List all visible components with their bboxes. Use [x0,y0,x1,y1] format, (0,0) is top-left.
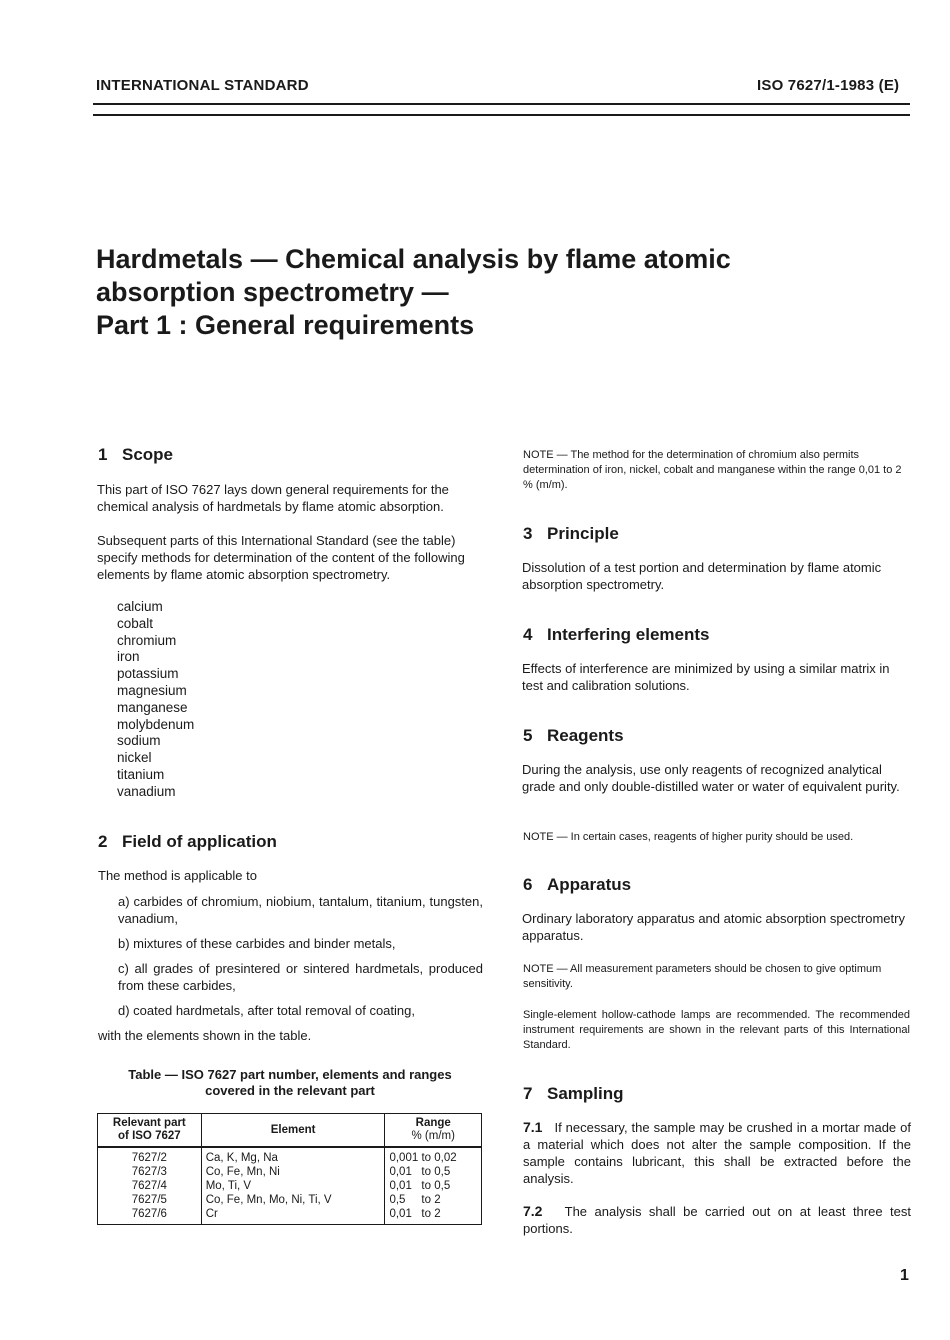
field-item-d: d) coated hardmetals, after total removal of coating, [118,1003,415,1018]
field-intro: The method is applicable to [98,868,257,883]
section-scope-heading [98,445,173,465]
table-caption-line-1: Table — ISO 7627 part number, elements and ranges [128,1067,452,1082]
list-item: magnesium [117,682,187,698]
list-item: manganese [117,699,188,715]
list-item: iron [117,649,140,665]
list-item: potassium [117,666,179,682]
list-item: calcium [117,599,163,614]
apparatus-note: NOTE — All measurement parameters should be chosen to give optimum sensitivity. [523,963,882,990]
header-right: ISO 7627/1-1983 (E) [757,77,900,94]
clause-text: The analysis shall be carried out on at least three test portions. [523,1204,911,1236]
cell-part: 7627/2 [98,1147,202,1165]
table-row [98,1207,482,1225]
field-outro: with the elements shown in the table. [98,1028,312,1043]
column-header-range-line-2: % (m/m) [411,1130,455,1142]
cell-range: 0,01 to 2 [385,1207,482,1225]
reagents-text: During the analysis, use only reagents of recognized analytical grade and only double-distilled water or water of equivalent purity. [522,762,900,794]
clause-number: 7.1 [523,1119,543,1135]
scope-paragraph-2: Subsequent parts of this International Standard (see the table) specify methods for determination of the content of the following elements by flame atomic absorption spectrometry. [97,533,465,582]
chromium-note: NOTE — The method for the determination of chromium also permits determination of iron, nickel, cobalt and manganese within the range 0,01 to 2 % (m/m). [523,449,902,491]
clause-text: If necessary, the sample may be crushed in a mortar made of a material which does not alter the sample composition. If the sample contains lubricant, this shall be extracted before the analysis. [523,1120,911,1186]
section-number: 4 [523,625,533,644]
section-number: 6 [523,875,533,894]
cell-range: 0,5 to 2 [385,1193,482,1207]
sampling-clause-7-2 [523,1203,911,1237]
field-item-b: b) mixtures of these carbides and binder metals, [118,936,396,951]
cell-range: 0,001 to 0,02 [385,1147,482,1165]
section-title: Reagents [547,726,624,745]
cell-element: Ca, K, Mg, Na [201,1147,385,1165]
cell-element: Mo, Ti, V [201,1179,385,1193]
table-row [98,1179,482,1193]
header-left: INTERNATIONAL STANDARD [96,77,309,94]
section-title: Apparatus [547,875,632,894]
section-title: Field of application [122,832,277,851]
list-item: nickel [117,750,152,766]
table-row [98,1165,482,1179]
cell-element: Cr [201,1207,385,1225]
clause-number: 7.2 [523,1203,543,1219]
list-item: sodium [117,733,161,749]
section-title: Sampling [547,1084,624,1103]
section-sampling-heading [523,1084,624,1104]
section-title: Principle [547,524,619,543]
header-divider-lower [93,114,910,116]
table-header-row [98,1114,482,1148]
field-item-c: c) all grades of presintered or sintered hardmetals, produced from these carbides, [118,961,483,993]
section-field-heading [98,832,277,852]
list-item: titanium [117,766,165,782]
reagents-note: NOTE — In certain cases, reagents of higher purity should be used. [523,831,854,843]
section-interfering-heading [523,625,710,645]
column-header-range-line-1: Range [415,1117,451,1129]
apparatus-text: Ordinary laboratory apparatus and atomic absorption spectrometry apparatus. [522,911,905,943]
field-item-a: a) carbides of chromium, niobium, tantalum, titanium, tungsten, vanadium, [118,894,483,926]
document-title [96,243,731,342]
cell-element: Co, Fe, Mn, Ni [201,1165,385,1179]
title-line-3: Part 1 : General requirements [96,310,475,340]
title-line-1: Hardmetals — Chemical analysis by flame atomic [96,244,731,274]
list-item: vanadium [117,783,176,799]
table-caption-line-2: covered in the relevant part [205,1083,375,1098]
scope-paragraph-1: This part of ISO 7627 lays down general requirements for the chemical analysis of hardmetals by flame atomic absorption. [97,482,449,514]
section-principle-heading [523,524,619,544]
cell-part: 7627/5 [98,1193,202,1207]
column-header-part-line-2: of ISO 7627 [118,1130,181,1142]
column-header-part [98,1114,202,1148]
title-line-2: absorption spectrometry — [96,277,449,307]
section-number: 5 [523,726,533,745]
section-title: Scope [122,445,174,464]
cell-range: 0,01 to 0,5 [385,1165,482,1179]
section-number: 1 [98,445,108,464]
list-item: molybdenum [117,716,195,732]
section-title: Interfering elements [547,625,710,644]
element-list [117,599,194,801]
page-number: 1 [900,1267,909,1284]
table-row [98,1147,482,1165]
cell-range: 0,01 to 0,5 [385,1179,482,1193]
column-header-element: Element [201,1114,385,1148]
header-divider [93,103,910,105]
list-item: cobalt [117,615,154,631]
section-apparatus-heading [523,875,631,895]
section-number: 7 [523,1084,533,1103]
section-reagents-heading [523,726,624,746]
cell-part: 7627/6 [98,1207,202,1225]
column-header-range [385,1114,482,1148]
parts-table [97,1113,482,1225]
cell-element: Co, Fe, Mn, Mo, Ni, Ti, V [201,1193,385,1207]
section-number: 3 [523,524,533,543]
sampling-clause-7-1 [523,1119,911,1187]
cell-part: 7627/4 [98,1179,202,1193]
cell-part: 7627/3 [98,1165,202,1179]
column-header-part-line-1: Relevant part [112,1117,186,1129]
apparatus-lamps-paragraph: Single-element hollow-cathode lamps are recommended. The recommended instrument requirements are shown in the relevant parts of this International Standard. [523,1009,910,1051]
interfering-text: Effects of interference are minimized by using a similar matrix in test and calibration solutions. [522,661,890,693]
list-item: chromium [117,632,177,648]
table-caption [100,1067,480,1099]
principle-text: Dissolution of a test portion and determination by flame atomic absorption spectrometry. [522,560,882,592]
section-number: 2 [98,832,108,851]
table-row [98,1193,482,1207]
